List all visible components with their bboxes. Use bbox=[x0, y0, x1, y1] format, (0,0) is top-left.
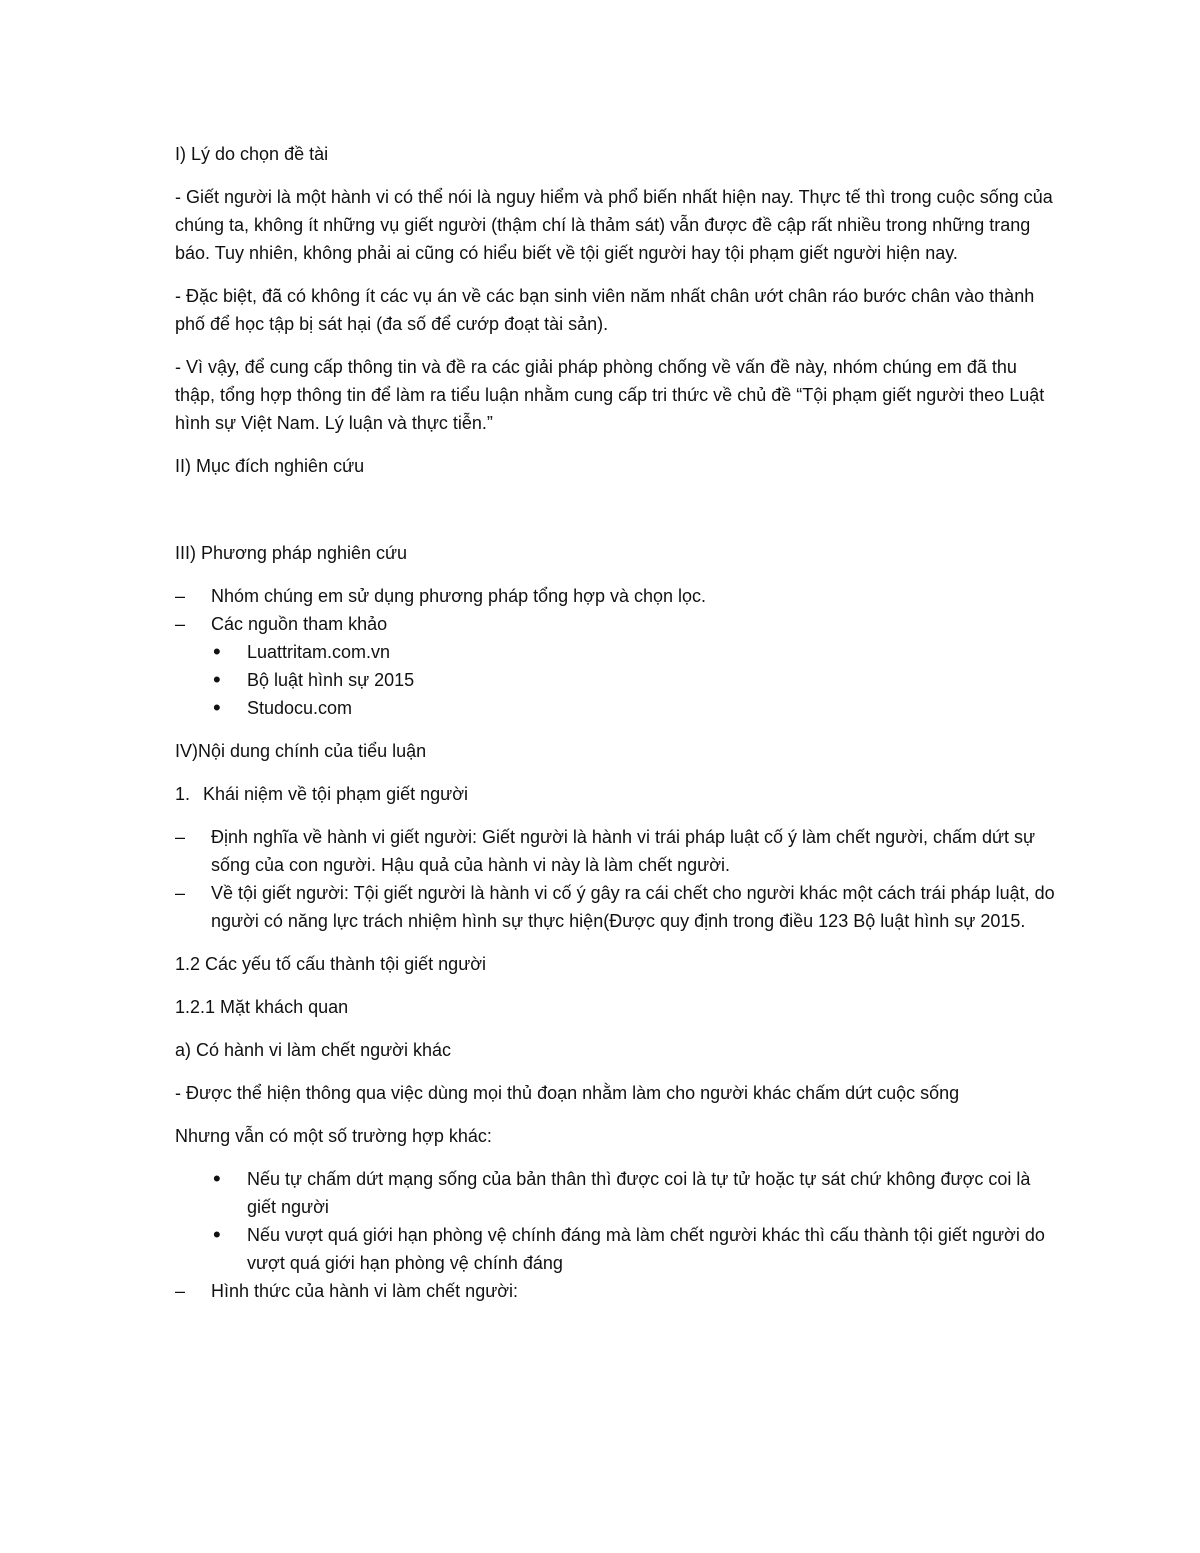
method-item-text: Các nguồn tham khảo bbox=[211, 614, 388, 634]
source-item: • Bộ luật hình sự 2015 bbox=[211, 666, 1055, 694]
section-4-heading: IV)Nội dung chính của tiểu luận bbox=[175, 741, 427, 761]
source-item: • Studocu.com bbox=[211, 694, 1055, 722]
method-item bbox=[175, 582, 1055, 610]
section-2-heading: II) Mục đích nghiên cứu bbox=[175, 456, 365, 476]
section-1-paragraph-1: - Giết người là một hành vi có thể nói là nguy hiểm và phổ biến nhất hiện nay. Thực tế thì trong cuộc sống của chúng ta, không ít những vụ giết người (thậm chí là thảm sát) vẫn được đề cập rất nhiều trong những trang báo. Tuy nhiên, không phải ai cũng có hiểu biết về tội giết người hay tội phạm giết người hiện nay. bbox=[175, 187, 1053, 263]
section-1-paragraph-3: - Vì vậy, để cung cấp thông tin và đề ra các giải pháp phòng chống về vấn đề này, nhóm chúng em đã thu thập, tổng hợp thông tin để làm ra tiểu luận nhằm cung cấp tri thức về chủ đề “Tội phạm giết người theo Luật hình sự Việt Nam. Lý luận và thực tiễn.” bbox=[175, 357, 1045, 433]
exceptions-list bbox=[175, 1165, 1055, 1277]
section-1-paragraph-2: - Đặc biệt, đã có không ít các vụ án về các bạn sinh viên năm nhất chân ướt chân ráo bước chân vào thành phố để học tập bị sát hại (đa số để cướp đoạt tài sản). bbox=[175, 286, 1035, 334]
item-a-paragraph: - Được thể hiện thông qua việc dùng mọi thủ đoạn nhằm làm cho người khác chấm dứt cuộc sống bbox=[175, 1083, 960, 1103]
definition-item: – Định nghĩa về hành vi giết người: Giết người là hành vi trái pháp luật cố ý làm chết người, chấm dứt sự sống của con người. Hậu quả của hành vi này là làm chết người. bbox=[175, 823, 1055, 879]
forms-list bbox=[175, 1277, 1055, 1305]
subsection-number: 1. bbox=[175, 784, 191, 804]
forms-item: – Hình thức của hành vi làm chết người: bbox=[175, 1277, 1055, 1305]
subsection-title: Khái niệm về tội phạm giết người bbox=[203, 784, 468, 804]
exception-item: • Nếu tự chấm dứt mạng sống của bản thân thì được coi là tự tử hoặc tự sát chứ không được coi là giết người bbox=[175, 1165, 1055, 1221]
section-3-heading: III) Phương pháp nghiên cứu bbox=[175, 543, 408, 563]
section-1-heading: I) Lý do chọn đề tài bbox=[175, 144, 329, 164]
subsection-1-heading bbox=[175, 780, 1055, 808]
method-item-text: Nhóm chúng em sử dụng phương pháp tổng hợp và chọn lọc. bbox=[211, 586, 707, 606]
document-body bbox=[175, 140, 1055, 1320]
definition-list bbox=[175, 823, 1055, 935]
item-a-heading: a) Có hành vi làm chết người khác bbox=[175, 1040, 451, 1060]
subsection-1-2-1-heading: 1.2.1 Mặt khách quan bbox=[175, 997, 349, 1017]
exceptions-intro: Nhưng vẫn có một số trường hợp khác: bbox=[175, 1126, 492, 1146]
exception-item: • Nếu vượt quá giới hạn phòng vệ chính đáng mà làm chết người khác thì cấu thành tội giết người do vượt quá giới hạn phòng vệ chính đáng bbox=[175, 1221, 1055, 1277]
method-item bbox=[175, 610, 1055, 722]
subsection-1-2-heading: 1.2 Các yếu tố cấu thành tội giết người bbox=[175, 954, 487, 974]
blank-space bbox=[175, 495, 1055, 539]
source-list bbox=[211, 638, 1055, 722]
source-item: • Luattritam.com.vn bbox=[211, 638, 1055, 666]
definition-item: – Về tội giết người: Tội giết người là hành vi cố ý gây ra cái chết cho người khác một cách trái pháp luật, do người có năng lực trách nhiệm hình sự thực hiện(Được quy định trong điều 123 Bộ luật hình sự 2015. bbox=[175, 879, 1055, 935]
method-list bbox=[175, 582, 1055, 722]
